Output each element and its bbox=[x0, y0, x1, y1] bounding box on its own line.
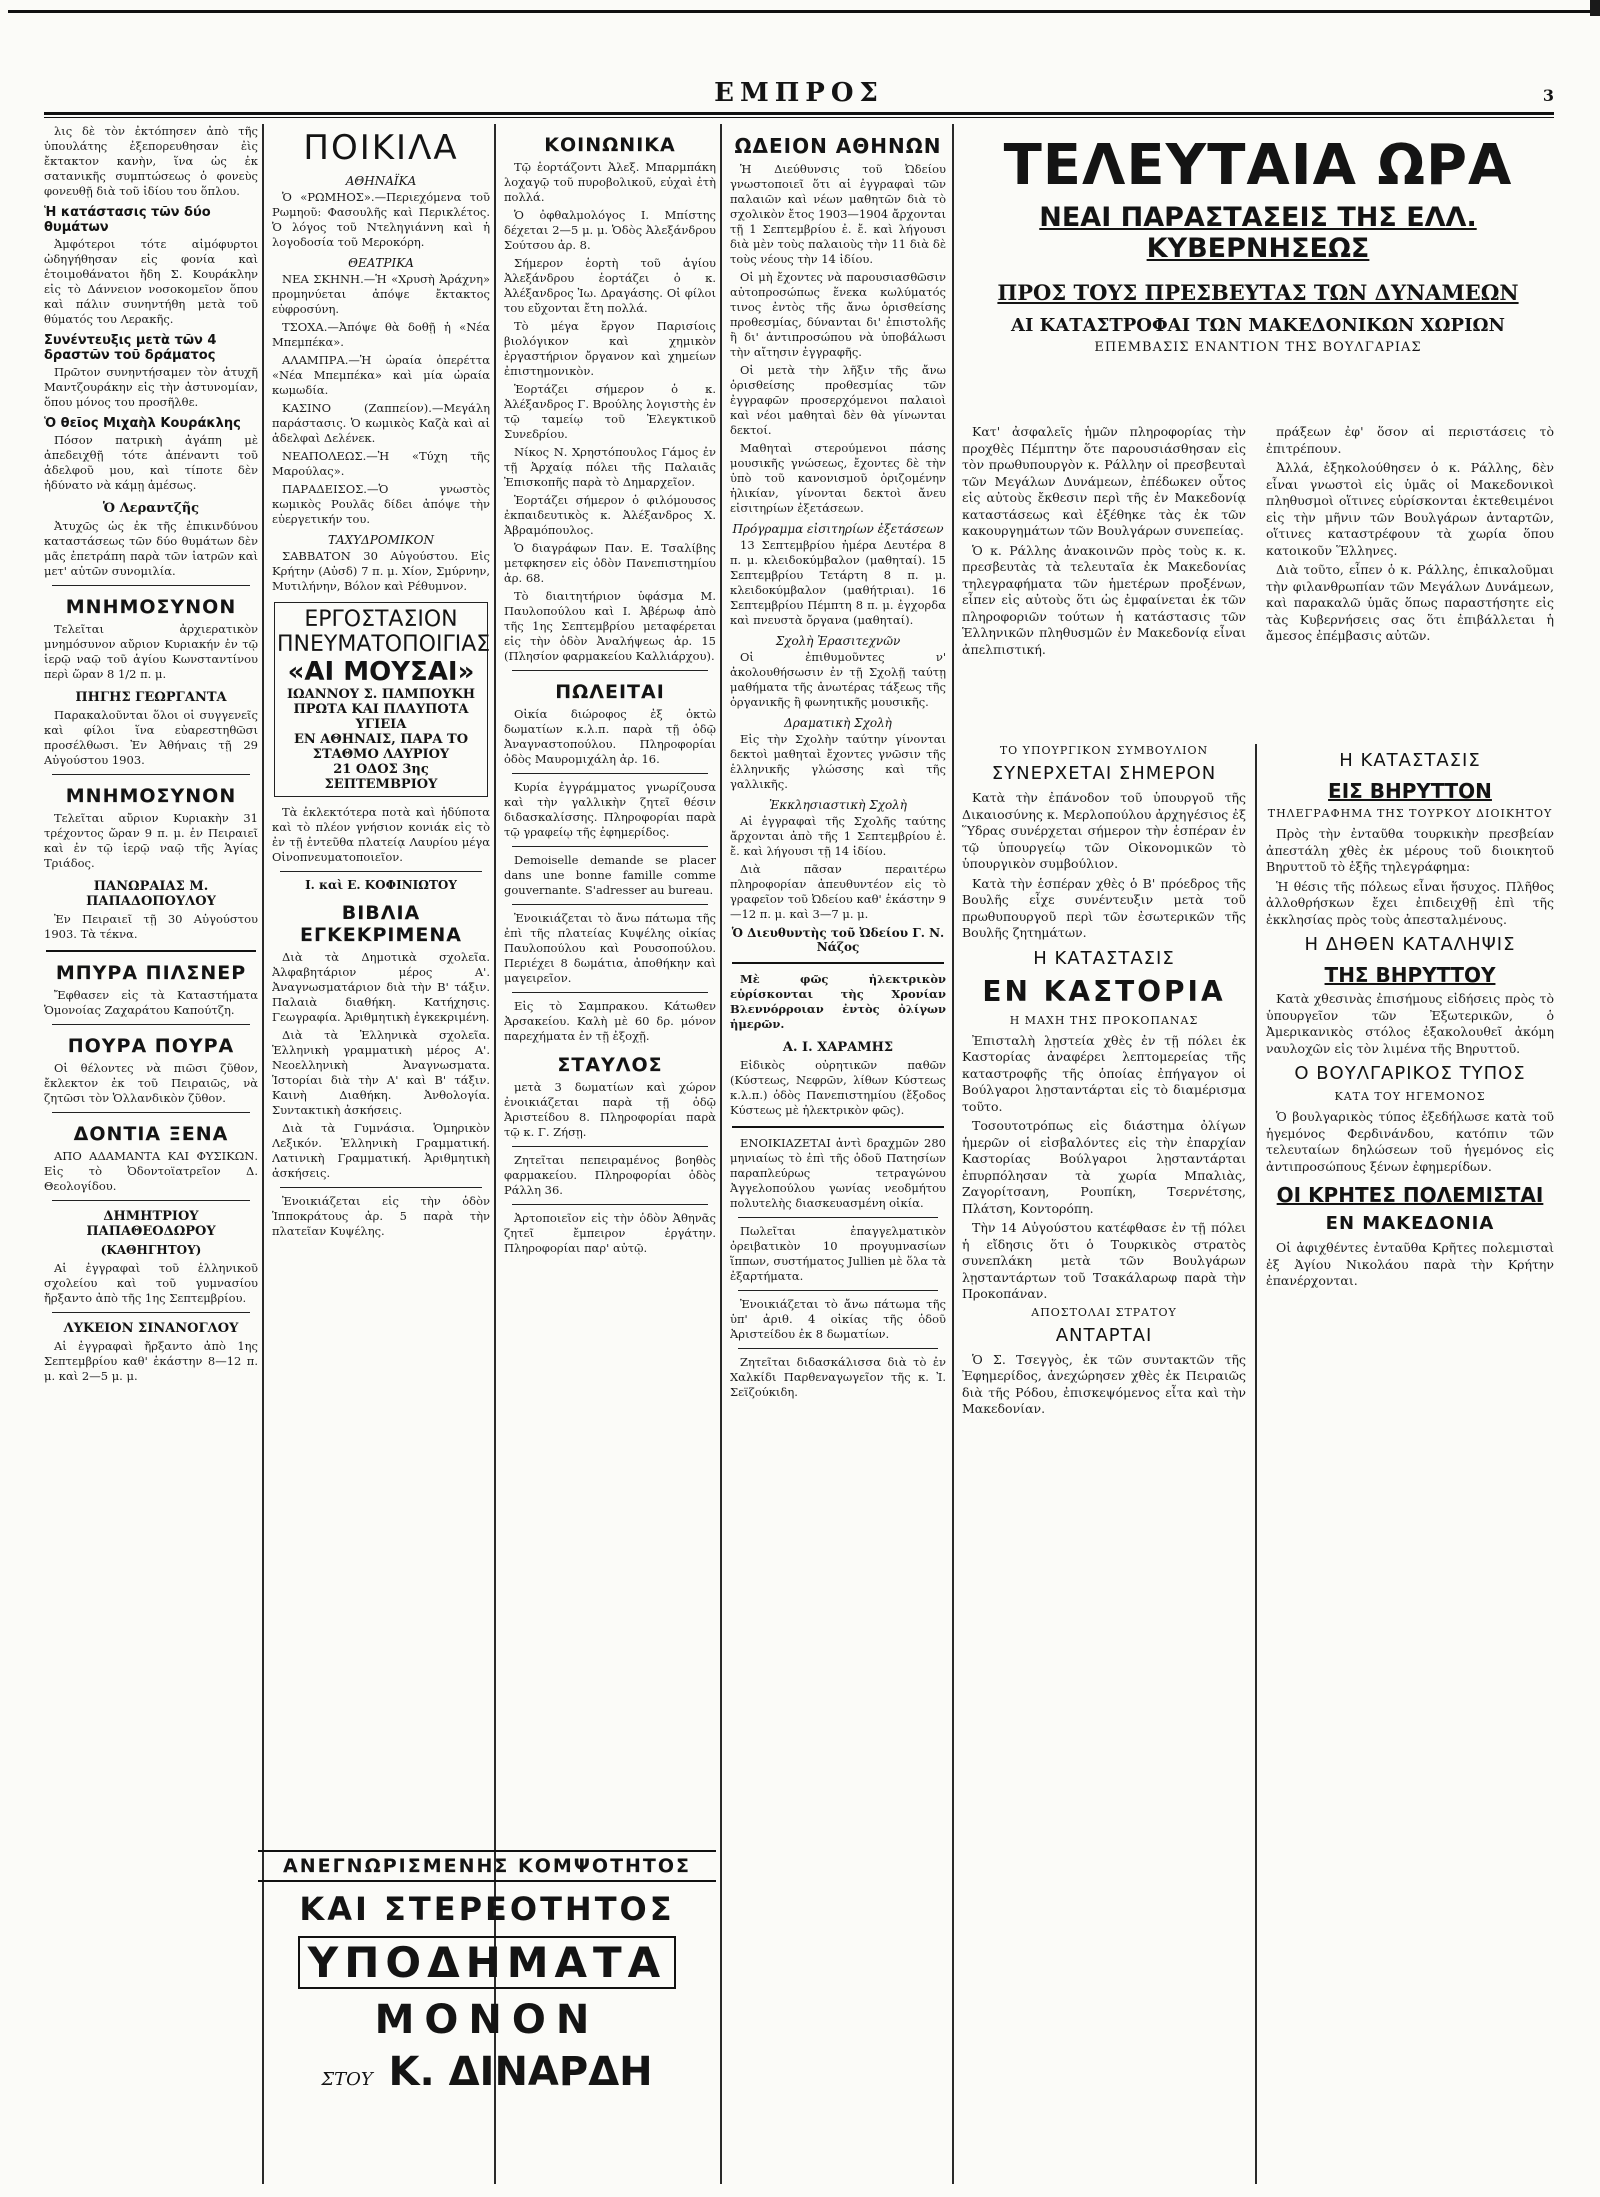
paragraph: Ἐνοικιάζεται εἰς τὴν ὁδὸν Ἱπποκράτους ἀρ. 5 παρὰ τὴν πλατεῖαν Κυψέλης. bbox=[272, 1194, 490, 1238]
headline-deck: ΠΡΟΣ ΤΟΥΣ ΠΡΕΣΒΕΥΤΑΣ ΤΩΝ ΔΥΝΑΜΕΩΝ bbox=[997, 280, 1519, 305]
paragraph: Τελεῖται αὔριον Κυριακὴν 31 τρέχοντος ὥραν 9 π. μ. ἐν Πειραιεῖ καὶ ἐν τῷ ἱερῷ ναῷ τῆς Ἁγίας Τριάδος. bbox=[44, 811, 258, 870]
story-subtitle: ΚΑΤΑ ΤΟΥ ΗΓΕΜΟΝΟΣ bbox=[1334, 1090, 1486, 1103]
section-title: ΠΟΙΚΙΛΑ bbox=[303, 128, 459, 168]
ad-title: ΛΥΚΕΙΟΝ ΣΙΝΑΝΟΓΛΟΥ bbox=[63, 1321, 239, 1336]
paragraph: Ὁ ὀφθαλμολόγος I. Μπίστης δέχεται 2—5 μ. μ. Ὁδὸς Ἀλεξάνδρου Σούτσου ἀρ. 8. bbox=[504, 208, 716, 252]
paragraph: Ζητεῖται διδασκάλισσα διὰ τὸ ἐν Χαλκίδι Παρθεναγωγεῖον τῆς κ. Ἰ. Σεϊζούκιδη. bbox=[730, 1355, 946, 1399]
page-number: 3 bbox=[1542, 86, 1554, 105]
divider bbox=[732, 962, 944, 964]
paragraph: 13 Σεπτεμβρίου ἡμέρα Δευτέρα 8 π. μ. κλειδοκύμβαλον (μαθηταί). 15 Σεπτεμβρίου Τετάρτη 8 π. μ. κλειδοκύμβαλον (μαθήτριαι). 16 Σεπτεμβρίου Πέμπτη 8 π. μ. ἐγχορδα καὶ πνευστὰ ὄργανα (μαθηταί). bbox=[730, 538, 946, 627]
story-title: ΕΝ ΜΑΚΕΔΟΝΙΑ bbox=[1325, 1213, 1495, 1234]
divider bbox=[512, 1204, 708, 1205]
paragraph: ΝΕΑ ΣΚΗΝΗ.—Ἡ «Χρυσὴ Ἀράχνη» προμηνύεται ἀπόψε ἔκτακτος εὐφροσύνη. bbox=[272, 272, 490, 316]
paragraph: Κυρία ἐγγράμματος γνωρίζουσα καὶ τὴν γαλλικὴν ζητεῖ θέσιν διδασκαλίσσης. Πληροφορίαι παρὰ τῷ γραφείῳ τῆς ἐφημερίδος. bbox=[504, 780, 716, 839]
paragraph: Οἱ μετὰ τὴν λῆξιν τῆς ἄνω ὁρισθείσης προθεσμίας τῶν ἐγγραφῶν προσερχόμενοι παλαιοὶ καὶ νέοι μαθηταὶ δὲν θὰ γίνωνται δεκτοί. bbox=[730, 363, 946, 437]
divider bbox=[52, 1024, 250, 1025]
paragraph: Διὰ τὰ Γυμνάσια. Ὁμηρικὸν Λεξικόν. Ἑλληνικὴ Γραμματική. Λατινικὴ Γραμματική. Ἀριθμητικὴ ἀσκήσεις. bbox=[272, 1121, 490, 1180]
paragraph: Πρὸς τὴν ἐνταῦθα τουρκικὴν πρεσβείαν ἀπεστάλη χθὲς ἐκ μέρους τοῦ διοικητοῦ Βηρυττοῦ τὸ ἑξῆς τηλεγράφημα: bbox=[1266, 826, 1554, 874]
divider bbox=[52, 1312, 250, 1313]
story-kicker: Η ΔΗΘΕΝ ΚΑΤΑΛΗΨΙΣ bbox=[1304, 934, 1516, 955]
column-rule bbox=[720, 124, 722, 2184]
paragraph: Εἰς τὴν Σχολὴν ταύτην γίνονται δεκτοὶ μαθηταὶ ἔχοντες γνῶσιν τῆς ἑλληνικῆς γλώσσης καὶ τῆς γαλλικῆς. bbox=[730, 732, 946, 791]
divider bbox=[512, 670, 708, 671]
story-kicker: ΟΙ ΚΡΗΤΕΣ ΠΟΛΕΜΙΣΤΑΙ bbox=[1276, 1183, 1544, 1207]
story-title: ΑΝΤΑΡΤΑΙ bbox=[1055, 1324, 1153, 1346]
ad-line: ΠΡΩΤΑ ΚΑΙ ΠΛΑΥΠΟΤΑ ΥΓΙΕΙΑ bbox=[293, 702, 469, 732]
ad-line: 21 ΟΔΟΣ 3ης ΣΕΠΤΕΜΒΡΙΟΥ bbox=[324, 762, 438, 792]
paragraph: Εἰδικὸς οὐρητικῶν παθῶν (Κύστεως, Νεφρῶν, λίθων Κύστεως κ.λ.π.) ὁδὸς Πανεπιστημίου (ἔξοδος Κύστεως μὲ ἠλεκτρικὸν φῶς). bbox=[730, 1058, 946, 1117]
paragraph: μετὰ 3 δωματίων καὶ χώρον ἐνοικιάζεται παρὰ τῇ ὁδῷ Ἀριστείδου 8. Πληροφορίαι παρὰ τῷ κ. Γ. Ζήσῃ. bbox=[504, 1080, 716, 1139]
paragraph: Ἀτυχῶς ὡς ἐκ τῆς ἐπικινδύνου καταστάσεως τῶν δύο θυμάτων δὲν μᾶς ἐπετράπη παρὰ τῶν ἰατρῶν καὶ μετ' αὐτῶν συνομιλία. bbox=[44, 519, 258, 578]
paragraph: Οἱ μὴ ἔχοντες νὰ παρουσιασθῶσιν αὐτοπροσώπως ἕνεκα κωλύματός τινος ἐντὸς τῆς ἄνω ὁρισθείσης προθεσμίας, δύνανται δι' ἐπιστολῆς ἢ δι' ἀντιπροσώπου νὰ ὑποβάλωσι τὴν αἴτησιν ἐγγραφῆς. bbox=[730, 270, 946, 359]
paragraph: Κατὰ χθεσινὰς ἐπισήμους εἰδήσεις πρὸς τὸ ὑπουργεῖον τῶν Ἐξωτερικῶν, ὁ Ἀμερικανικὸς στόλος ἐξακολουθεῖ ἀκόμη ναυλοχῶν εἰς τὸν λιμένα τῆς Βηρυττοῦ. bbox=[1266, 991, 1554, 1056]
lower-left bbox=[962, 744, 1246, 1421]
notice-title: ΜΝΗΜΟΣΥΝΟΝ bbox=[65, 596, 237, 618]
paragraph: Ἐνοικιάζεται τὸ ἄνω πάτωμα τῆς ὑπ' ἀριθ. 4 οἰκίας τῆς ὁδοῦ Ἀριστείδου ἐκ 8 δωματίων. bbox=[730, 1297, 946, 1341]
paragraph: Παρακαλοῦνται ὅλοι οἱ συγγενεῖς καὶ φίλοι ἵνα εὐαρεστηθῶσι προσέλθωσι. Ἐν Ἀθήναις τῇ 29 Αὐγούστου 1903. bbox=[44, 708, 258, 767]
divider bbox=[512, 846, 708, 847]
subsection-title: ΘΕΑΤΡΙΚΑ bbox=[348, 256, 414, 270]
divider bbox=[512, 1146, 708, 1147]
banner-prefix: ΣΤΟΥ bbox=[321, 2069, 373, 2090]
divider bbox=[280, 1187, 482, 1188]
ad-title: Α. Ι. ΧΑΡΑΜΗΣ bbox=[782, 1040, 894, 1055]
divider bbox=[52, 1200, 250, 1201]
story-kicker: ΑΠΟΣΤΟΛΑΙ ΣΤΡΑΤΟΥ bbox=[1031, 1305, 1177, 1319]
paragraph: Ὁ Σ. Τσεγγὸς, ἐκ τῶν συντακτῶν τῆς Ἐφημερίδος, ἀνεχώρησεν χθὲς ἐκ Πειραιῶς διὰ τῆς Ρόδου, ἐπισκεψόμενος εἶτα καὶ τὴν Μακεδονίαν. bbox=[962, 1351, 1246, 1416]
section-title: ΚΟΙΝΩΝΙΚΑ bbox=[544, 134, 676, 156]
paragraph: Τοσουτοτρόπως εἰς διάστημα ὀλίγων ἡμερῶν οἱ εἰσβαλόντες εἰς τὴν ἐπαρχίαν Καστορίας Βούλγαροι λῃσταντάρται ἐπυρπόλησαν τὰ χωρία Μπαλιὰς, Ζαγορίτσανη, Ρουπίκη, Τσερνέτσης, Πλάτση, Κοντορόπη. bbox=[962, 1118, 1246, 1216]
paragraph: ΚΑΣΙΝΟ (Ζαππείον).—Μεγάλη παράστασις. Ὁ κωμικὸς Καζὰ καὶ αἱ ἀδελφαὶ Δελένεκ. bbox=[272, 401, 490, 445]
column-rule bbox=[952, 124, 954, 2184]
paragraph: Πωλεῖται ἐπαγγελματικὸν ὀρειβατικὸν 10 προγυμνασίων ἵππων, συστήματος Jullien μὲ ὅλα τὰ ἐξαρτήματα. bbox=[730, 1224, 946, 1283]
divider bbox=[738, 1348, 938, 1349]
banner-line: ΚΑΙ ΣΤΕΡΕΟΤΗΤΟΣ bbox=[299, 1890, 675, 1928]
paragraph: ΝΕΑΠΟΛΕΩΣ.—Ἡ «Τύχη τῆς Μαρούλας». bbox=[272, 449, 490, 478]
page-edge bbox=[1590, 0, 1600, 16]
paragraph: Ὁ κ. Ράλλης ἀνακοινῶν πρὸς τοὺς κ. κ. πρεσβευτὰς τὰ τελευταῖα ἐκ Μακεδονίας τηλεγραφήματα τῶν ἡμετέρων προξένων, εἶπεν εἰς αὐτοὺς ὅτι ὡς ἐμφαίνεται ἐκ τῶν πληροφοριῶν τούτων ἡ κατάστασις τῶν Ἑλληνικῶν πληθυσμῶν ἐν Μακεδονίᾳ εἶναι ἀπελπιστική. bbox=[962, 542, 1246, 657]
divider bbox=[512, 773, 708, 774]
story-subtitle: ΤΗΛΕΓΡΑΦΗΜΑ ΤΗΣ ΤΟΥΡΚΟΥ ΔΙΟΙΚΗΤΟΥ bbox=[1267, 807, 1553, 820]
divider bbox=[738, 1217, 938, 1218]
paragraph: Διὰ τὰ Ἑλληνικὰ σχολεῖα. Ἑλληνικὴ γραμματικὴ μέρος Α'. Νεοελληνικὴ Ἀναγνωσματα. Ἱστορίαι διὰ τὴν Α' καὶ Β' τάξιν. Καινὴ Διαθήκη. Ἀνθολογία. Συντακτικὴ ἀσκήσεις. bbox=[272, 1028, 490, 1117]
paragraph: ΠΑΡΑΔΕΙΣΟΣ.—Ὁ γνωστὸς κωμικὸς Ρουλᾶς δίδει ἀπόψε τὴν εὐεργετικήν του. bbox=[272, 482, 490, 526]
section-heading: Ὁ θεῖος Μιχαὴλ Κουράκλης bbox=[44, 416, 241, 431]
paragraph: Τὸ μέγα ἔργον Παρισίοις βιολόγικον καὶ χημικὸν ἐργαστήριον ὄργανον καὶ χημείων ἐπιστημονικὸν. bbox=[504, 319, 716, 378]
paragraph: Ἐν Πειραιεῖ τῇ 30 Αὐγούστου 1903. Τὰ τέκνα. bbox=[44, 912, 258, 941]
page-header bbox=[44, 70, 1554, 120]
paragraph: Ἀλλά, ἐξηκολούθησεν ὁ κ. Ράλλης, δὲν εἶναι γνωστοὶ εἰς ὑμᾶς οἱ Μακεδονικοὶ πληθυσμοὶ οἵτινες εὑρίσκονται ἐκτεθειμένοι εἰς τὴν μῆνιν τῶν Βουλγάρων ἀνταρτῶν, οἵτινες καταστρέφουν τὰ χωρία ὅπου κατοικοῦν Ἕλληνες. bbox=[1266, 460, 1554, 558]
paragraph: Ἀρτοποιεῖον εἰς τὴν ὁδὸν Ἀθηνᾶς ζητεῖ ἔμπειρον ἐργάτην. Πληροφορίαι παρ' αὐτῷ. bbox=[504, 1211, 716, 1255]
paragraph: Τῷ ἑορτάζοντι Ἀλεξ. Μπαρμπάκη λοχαγῷ τοῦ πυροβολικοῦ, εὐχαὶ ἐτὴ πολλά. bbox=[504, 160, 716, 204]
column-latest-news bbox=[962, 124, 1554, 2184]
divider bbox=[738, 1290, 938, 1291]
paragraph: Αἱ ἐγγραφαὶ τῆς Σχολῆς ταύτης ἄρχονται ἀπὸ τῆς 1 Σεπτεμβρίου ἐ. ἔ. καὶ λήγουσι τῇ 14 ἰδίου. bbox=[730, 814, 946, 858]
subsection-title: ΑΘΗΝΑΪΚΑ bbox=[345, 174, 417, 188]
paragraph: Ὁ διαγράφων Παν. Ε. Τσαλίβης μετφκησεν εἰς ὀδὸν Πανεπιστημίου ἀρ. 68. bbox=[504, 541, 716, 585]
paragraph: Ζητεῖται πεπειραμένος βοηθὸς φαρμακείου. Πληροφορίαι ὁδὸς Ράλλη 36. bbox=[504, 1153, 716, 1197]
divider bbox=[732, 1126, 944, 1128]
ad-line: ΕΝ ΑΘΗΝΑΙΣ, ΠΑΡΑ ΤΟ ΣΤΑΘΜΟ ΛΑΥΡΙΟΥ bbox=[293, 732, 469, 762]
paragraph: Τελεῖται ἀρχιερατικὸν μνημόσυνον αὔριον Κυριακήν ἐν τῷ ἱερῷ ναῷ τοῦ ἁγίου Κωνσταντίνου περὶ ὥραν 8 1/2 π. μ. bbox=[44, 622, 258, 681]
divider bbox=[52, 1112, 250, 1113]
paragraph: Νίκος Ν. Χρηστόπουλος Γάμος ἐν τῇ Ἀρχαίᾳ πόλει τῆς Παλαιᾶς Ἐπισκοπῆς παρὰ τὸ Δημαρχεῖον. bbox=[504, 445, 716, 489]
paragraph: Σήμερον ἑορτὴ τοῦ ἁγίου Ἀλεξάνδρου ἑορτάζει ὁ κ. Ἀλέξανδρος Ἰω. Δραγάσης. Οἱ φίλοι του εὔχονται ἔτη πολλά. bbox=[504, 256, 716, 315]
ad-line: ΠΝΕΥΜΑΤΟΠΟΙΓΙΑΣ bbox=[277, 632, 490, 657]
ad-title: ΠΩΛΕΙΤΑΙ bbox=[555, 681, 665, 703]
paragraph: ΑΠΟ ΑΔΑΜΑΝΤΑ ΚΑΙ ΦΥΣΙΚΩΝ. Εἰς τὸ Ὀδοντοϊατρεῖον Δ. Θεολογίδου. bbox=[44, 1149, 258, 1193]
ad-title: ΔΟΝΤΙΑ ΞΕΝΑ bbox=[73, 1123, 229, 1145]
publisher-name: I. καὶ Ε. ΚΟΦΙΝΙΩΤΟΥ bbox=[305, 878, 457, 892]
paragraph: Οἱ ἐπιθυμοῦντες ν' ἀκολουθήσωσιν ἐν τῇ Σχολῇ ταύτῃ μαθήματα τῆς ἀνωτέρας τάξεως τῆς ὀργανικῆς ἢ φωνητικῆς μουσικῆς. bbox=[730, 650, 946, 709]
ad-line: ΙΩΑΝΝΟΥ Σ. ΠΑΜΠΟΥΚΗ bbox=[286, 687, 476, 702]
story-subtitle: Η ΜΑΧΗ ΤΗΣ ΠΡΟΚΟΠΑΝΑΣ bbox=[1009, 1013, 1199, 1027]
header-rule-thin bbox=[44, 117, 1554, 118]
paragraph: ΣΑΒΒΑΤΟΝ 30 Αὐγούστου. Εἰς Κρήτην (Αὐσδ) 7 π. μ. Χίον, Σμύρνην, Μυτιλήνην, Βόλον καὶ Ρέθυμνον. bbox=[272, 549, 490, 593]
section-heading: Ἡ κατάστασις τῶν δύο θυμάτων bbox=[44, 205, 211, 235]
column-1 bbox=[44, 124, 258, 2184]
banner-line bbox=[258, 2049, 716, 2095]
divider bbox=[52, 585, 250, 586]
story-kicker: Ο ΒΟΥΛΓΑΡΙΚΟΣ ΤΥΠΟΣ bbox=[1294, 1063, 1526, 1084]
divider bbox=[52, 774, 250, 775]
notice-name: ΠΗΓΗΣ ΓΕΩΡΓΑΝΤΑ bbox=[75, 690, 227, 705]
paragraph: ΕΝΟΙΚΙΑΖΕΤΑΙ ἀντὶ δραχμῶν 280 μηνιαίως τὸ ἐπὶ τῆς ὁδοῦ Πατησίων παραπλεύρως τετραγώνου Ἀγγελοπούλου γωνίας νεοδμήτου πολυτελὴς διασκευασμένη οἰκία. bbox=[730, 1136, 946, 1210]
lead-right bbox=[1266, 424, 1554, 648]
story-title: ΕΝ ΚΑΣΤΟΡΙΑ bbox=[982, 974, 1226, 1008]
story-title: ΕΙΣ ΒΗΡΥΤΤΟΝ bbox=[1328, 779, 1492, 803]
paragraph: Ἔφθασεν εἰς τὰ Καταστήματα Ὁμονοίας Ζαχαράτου Καπούτζη. bbox=[44, 988, 258, 1017]
paragraph: Ἡ θέσις τῆς πόλεως εἶναι ἥσυχος. Πλῆθος ἀλλοθρήσκων ἔχει ἐπιδειχθῇ ἐπὶ τῆς ἐκκλησίας πρὸς τοὺς ἀπεσταλμένους. bbox=[1266, 878, 1554, 927]
section-heading: Συνέντευξις μετὰ τῶν 4 δραστῶν τοῦ δράματος bbox=[44, 333, 217, 363]
paragraph: Κατ' ἀσφαλεῖς ἡμῶν πληροφορίας τὴν προχθὲς Πέμπτην ὅτε παρουσιάσθησαν εἰς τὸν πρωθυπουργὸν κ. Ράλλην οἱ πρεσβευταὶ τῶν Μεγάλων Δυνάμεων, ἐπέδωκεν οὗτος εἰς αὐτοὺς ἔκθεσιν περὶ τῆς ἐν Μακεδονίᾳ καταστάσεως καὶ ἐξέθηκε τὰς ἐκ τῶν κακουργημάτων τῶν Βουλγάρων συνεπείας. bbox=[962, 424, 1246, 538]
paragraph: Διὰ τὰ Δημοτικὰ σχολεῖα. Ἀλφαβητάριον μέρος Α'. Ἀναγνωσματάριον διὰ τὴν Β' τάξιν. Παλαιὰ διαθήκη. Κατήχησις. Γεωγραφία. Ἀριθμητικὴ ἐγκεκριμένη. bbox=[272, 950, 490, 1024]
top-rule bbox=[8, 10, 1600, 13]
headline-deck: ΕΠΕΜΒΑΣΙΣ ΕΝΑΝΤΙΟΝ ΤΗΣ ΒΟΥΛΓΑΡΙΑΣ bbox=[1094, 340, 1422, 355]
ad-subtitle: (ΚΑΘΗΓΗΤΟΥ) bbox=[100, 1243, 202, 1257]
column-4 bbox=[730, 124, 946, 2184]
paragraph: Τὴν 14 Αὐγούστου κατέφθασε ἐν τῇ πόλει ἡ εἴδησις ὅτι ὁ Τουρκικὸς στρατὸς συνεπλάκη μετὰ τῶν Βουλγάρων λῃσταντάρτων τοῦ Τσακάλαρωφ παρὰ τὴν Προκοπάναν. bbox=[962, 1220, 1246, 1301]
banner-line: ΑΝΕΓΝΩΡΙΣΜΕΝΗΣ ΚΟΜΨΟΤΗΤΟΣ bbox=[258, 1850, 716, 1882]
paragraph: Ἐνοικιάζεται τὸ ἄνω πάτωμα τῆς ἐπὶ τῆς πλατείας Κυψέλης οἰκίας Παυλοπούλου καὶ Ρουσοπούλου. Περιέχει 8 δωμάτια, ἀποθήκην καὶ μαγειρεῖον. bbox=[504, 911, 716, 985]
notice-title: ΜΝΗΜΟΣΥΝΟΝ bbox=[65, 785, 237, 807]
distillery-ad bbox=[274, 602, 488, 797]
headline-sub: ΝΕΑΙ ΠΑΡΑΣΤΑΣΕΙΣ ΤΗΣ ΕΛΛ. ΚΥΒΕΡΝΗΣΕΩΣ bbox=[1039, 202, 1477, 264]
paragraph: Πόσον πατρικὴ ἀγάπη μὲ ἀπεδειχθῇ τότε ἀπέναντι τοῦ ἀδελφοῦ μου, καὶ τίποτε δὲν ἠδύνατο νὰ κάμῃ ἀμέσως. bbox=[44, 433, 258, 492]
ad-title: ΜΠΥΡΑ ΠΙΛΣΝΕΡ bbox=[55, 962, 247, 984]
ad-title: ΔΗΜΗΤΡΙΟΥ ΠΑΠΑΘΕΟΔΩΡΟΥ bbox=[86, 1209, 216, 1239]
subsection-title: ΤΑΧΥΔΡΟΜΙΚΟΝ bbox=[327, 533, 435, 547]
divider bbox=[280, 871, 482, 872]
lead-left bbox=[962, 424, 1246, 661]
signature: Ὁ Διευθυντὴς τοῦ Ὠδείου Γ. Ν. Νάζος bbox=[731, 926, 945, 954]
header-rule bbox=[44, 112, 1554, 115]
paragraph: Ἀμφότεροι τότε αἱμόφυρτοι ὠδηγήθησαν εἰς φονία καὶ ἑτοιμοθάνατοι ἤδη Σ. Κουράκλην εἰς τὸ Δάννειον νοσοκομεῖον ὅπου καὶ πάλιν συνηντήθη μετὰ τοῦ θύματός του Λερακῆς. bbox=[44, 237, 258, 326]
paragraph: Αἱ ἐγγραφαὶ τοῦ ἑλληνικοῦ σχολείου καὶ τοῦ γυμνασίου ἤρξαντο ἀπὸ τῆς 1ης Σεπτεμβρίου. bbox=[44, 1261, 258, 1305]
headline: ΤΕΛΕΥΤΑΙΑ ΩΡΑ bbox=[1003, 133, 1513, 198]
masthead: ΕΜΠΡΟΣ bbox=[714, 78, 884, 108]
lower-right bbox=[1266, 744, 1554, 1293]
paragraph: Ἑορτάζει σήμερον ὁ κ. Ἀλέξανδρος Γ. Βρούλης λογιστὴς ἐν τῷ ταμείῳ τοῦ Ἐλεγκτικοῦ Συνεδρίου. bbox=[504, 382, 716, 441]
shoe-ad-banner bbox=[258, 1850, 716, 2190]
column-rule bbox=[1255, 744, 1257, 2184]
banner-line: ΥΠΟΔΗΜΑΤΑ bbox=[298, 1936, 676, 1989]
paragraph: Ἡ Διεύθυνσις τοῦ Ὠδείου γνωστοποιεῖ ὅτι αἱ ἐγγραφαὶ τῶν παλαιῶν καὶ νέων μαθητῶν διὰ τὸ σχολικὸν ἔτος 1903—1904 ἄρχονται τῇ 1 Σεπτεμβρίου ἐ. ἔ. καὶ λήγουσι διὰ μὲν τοὺς παλαιοὺς τὴν 11 διὰ δὲ τοὺς νέους τὴν 14 ἰδίου. bbox=[730, 162, 946, 266]
subsection-title: Ἐκκλησιαστικὴ Σχολὴ bbox=[769, 798, 907, 812]
paragraph: Διὰ πᾶσαν περαιτέρω πληροφορίαν ἀπευθυντέον εἰς τὸ γραφεῖον τοῦ Ὠδείου καθ' ἑκάστην 9—12 π. μ. καὶ 3—7 μ. μ. bbox=[730, 862, 946, 921]
headline-deck: ΑΙ ΚΑΤΑΣΤΡΟΦΑΙ ΤΩΝ ΜΑΚΕΔΟΝΙΚΩΝ ΧΩΡΙΩΝ bbox=[1010, 315, 1505, 336]
ad-line: ΕΡΓΟΣΤΑΣΙΟΝ bbox=[304, 607, 458, 632]
section-title: ΩΔΕΙΟΝ ΑΘΗΝΩΝ bbox=[734, 134, 942, 158]
ad-title: ΒΙΒΛΙΑ ΕΓΚΕΚΡΙΜΕΝΑ bbox=[300, 902, 462, 946]
subsection-title: Σχολὴ Ἐρασιτεχνῶν bbox=[775, 634, 901, 648]
section-heading: Ὁ Λεραντζῆς bbox=[102, 501, 200, 516]
subsection-title: Δραματικὴ Σχολὴ bbox=[784, 716, 892, 730]
paragraph: Κατὰ τὴν ἑσπέραν χθὲς ὁ Β' πρόεδρος τῆς Βουλῆς εἶχε συνέντευξιν μετὰ τοῦ πρωθυπουργοῦ περὶ τῶν ἐσωτερικῶν τῆς Βουλῆς ζητημάτων. bbox=[962, 875, 1246, 940]
top-edge bbox=[0, 0, 1600, 16]
paragraph: Τὸ διαιτητήριον ὑφάσμα Μ. Παυλοπούλου καὶ I. Ἀβέρωφ ἀπὸ τῆς 1ης Σεπτεμβρίου μεταφέρεται εἰς τὴν ὁδὸν Ἀναλήψεως ἀρ. 15 (Πλησίον φαρμακείου Καλλιάρχου). bbox=[504, 589, 716, 663]
story-kicker: ΤΟ ΥΠΟΥΡΓΙΚΟΝ ΣΥΜΒΟΥΛΙΟΝ bbox=[999, 744, 1209, 757]
story-kicker: Η ΚΑΤΑΣΤΑΣΙΣ bbox=[1339, 750, 1481, 771]
paragraph: Οἰκία διώροφος ἐξ ὀκτὼ δωματίων κ.λ.π. παρὰ τῇ ὁδῷ Ἀναγναστοπούλου. Πληροφορίαι ὁδὸς Μαυρομιχάλη ἀρ. 16. bbox=[504, 707, 716, 766]
banner-line: ΜΟΝΟΝ bbox=[374, 1997, 600, 2043]
ad-title: ΠΟΥΡΑ ΠΟΥΡΑ bbox=[67, 1035, 235, 1057]
divider bbox=[512, 992, 708, 993]
ad-line: «ΑΙ ΜΟΥΣΑΙ» bbox=[287, 657, 475, 687]
story-title: ΤΗΣ ΒΗΡΥΤΤΟΥ bbox=[1324, 963, 1496, 987]
paragraph: Ὁ βουλγαρικὸς τύπος ἐξεδήλωσε κατὰ τοῦ ἡγεμόνος Φερδινάνδου, κατόπιν τῶν τελευταίων δηλώσεων τοῦ ἡγεμόνος εἰς ἀντιπροσώπους ξένων ἐφημερίδων. bbox=[1266, 1109, 1554, 1174]
paragraph: πράξεων ἐφ' ὅσον αἱ περιστάσεις τὸ ἐπιτρέπουν. bbox=[1266, 424, 1554, 456]
paragraph: Μὲ φῶς ἠλεκτρικὸν εὑρίσκονται τὴς Χρονίαν Βλεννόρροιαν ἐντὸς ὀλίγων ἡμερῶν. bbox=[730, 972, 946, 1031]
paragraph: λις δὲ τὸν ἐκτόπησεν ἀπὸ τῆς ὑπουλάτης ἐξεπορευθησαν ἐὶς ἔκτακτον κανὴν, ἵνα ὡς ἐκ σατανικῆς συμπτώσεως ὁ φονεὺς φονευθῇ διὰ τοῦ ἰδίου του ὅπλου. bbox=[44, 124, 258, 198]
paragraph: Κατὰ τὴν ἐπάνοδον τοῦ ὑπουργοῦ τῆς Δικαιοσύνης κ. Μερλοπούλου ἀρχηγέσιος ἐξ Ὕδρας συνέρχεται σήμερον τὴν ἑσπέραν ἐν τῷ ὑπουργείῳ τῶν Οἰκονομικῶν τὸ ὑπουργικὸν συμβούλιον. bbox=[962, 790, 1246, 871]
paragraph: Πρῶτον συνηντήσαμεν τὸν ἀτυχῆ Μαντζουράκην εἰς τὴν ἀστυνομίαν, ὅπου μόνος του προσῆλθε. bbox=[44, 365, 258, 409]
paragraph: Μαθηταὶ στερούμενοι πάσης μουσικῆς γνώσεως, ἔχοντες δὲ τὴν ὑπὸ τοῦ κανονισμοῦ ὀριζομένην ἡλικίαν, γίνονται δεκτοὶ ἄνευ εἰσιτηρίων ἐξετάσεων. bbox=[730, 441, 946, 515]
ad-title: ΣΤΑΥΛΟΣ bbox=[557, 1054, 663, 1076]
paragraph: Οἱ θέλοντες νὰ πιῶσι ζῦθον, ἔκλεκτον ἐκ τοῦ Πειραιῶς, νὰ ζητῶσι τὸν Ὁλλανδικὸν ζῦθον. bbox=[44, 1061, 258, 1105]
banner-merchant: Κ. ΔΙΝΑΡΔΗ bbox=[388, 2049, 653, 2095]
paragraph: Τὰ ἐκλεκτότερα ποτὰ καὶ ἡδύποτα καὶ τὸ πλέον γνήσιον κονιάκ εἰς τὸ ἐν τῇ ἐντεῦθα πλατείᾳ Λαυρίου μέγα Οἰνοπνευματοποιεῖον. bbox=[272, 805, 490, 864]
paragraph: Διὰ τοῦτο, εἶπεν ὁ κ. Ράλλης, ἐπικαλοῦμαι τὴν φιλανθρωπίαν τῶν Μεγάλων Δυνάμεων, καὶ παρακαλῶ ὑμᾶς ὅπως παραστήσητε εἰς τὰς Κυβερνήσεις σας ὅτι ἐπιβάλλεται ἡ ἄμεσος ἐπέμβασις αὐτῶν. bbox=[1266, 562, 1554, 643]
paragraph: Demoiselle demande se placer dans une bonne famille comme gouvernante. S'adresser au bureau. bbox=[504, 853, 716, 897]
paragraph: Ἑορτάζει σήμερον ὁ φιλόμουσος ἐκπαιδευτικὸς κ. Ἀλέξανδρος Χ. Ἀβραμόπουλος. bbox=[504, 493, 716, 537]
paragraph: ΑΛΑΜΠΡΑ.—Ἡ ὡραία ὀπερέττα «Νέα Μπεμπέκα» καὶ μία ὡραία κωμωδία. bbox=[272, 353, 490, 397]
divider bbox=[46, 950, 256, 952]
notice-name: ΠΑΝΩΡΑΙΑΣ Μ. ΠΑΠΑΔΟΠΟΥΛΟΥ bbox=[86, 879, 216, 909]
paragraph: ΤΣΟΧΑ.—Ἀπόψε θὰ δοθῇ ἡ «Νέα Μπεμπέκα». bbox=[272, 320, 490, 349]
story-title: ΣΥΝΕΡΧΕΤΑΙ ΣΗΜΕΡΟΝ bbox=[991, 763, 1217, 784]
story-kicker: Η ΚΑΤΑΣΤΑΣΙΣ bbox=[1033, 947, 1175, 969]
divider bbox=[512, 904, 708, 905]
subsection-title: Πρόγραμμα εἰσιτηρίων ἐξετάσεων bbox=[732, 522, 944, 536]
paragraph: Ὁ «ΡΩΜΗΟΣ».—Περιεχόμενα τοῦ Ρωμηοῦ: Φασουλῆς καὶ Περικλέτος. Ὁ λόγος τοῦ Ντεληγιάννη καὶ ἡ λογοδοσία τοῦ Μεροκόρη. bbox=[272, 190, 490, 249]
paragraph: Ἐπισταλὴ λῃστεία χθὲς ἐν τῇ πόλει ἐκ Καστορίας ἀναφέρει λεπτομερείας τῆς καταστροφῆς τῆς ὁποίας ἐπήγαγον οἱ Βούλγαροι λῃσταντάρται εἰς τὸ διαμέρισμα τοῦτο. bbox=[962, 1032, 1246, 1114]
paragraph: Αἱ ἐγγραφαὶ ἤρξαντο ἀπὸ 1ης Σεπτεμβρίου καθ' ἑκάστην 8—12 π. μ. καὶ 2—5 μ. μ. bbox=[44, 1339, 258, 1383]
paragraph: Εἰς τὸ Σαμπρακου. Κάτωθεν Ἀρσακείου. Καλὴ μὲ 60 δρ. μόνον παρεχήματα ἐν τῇ ἐξοχῇ. bbox=[504, 999, 716, 1043]
paragraph: Οἱ ἀφιχθέντες ἐνταῦθα Κρῆτες πολεμισταὶ ἐξ Ἀγίου Νικολάου παρὰ τὴν Κρήτην ἐπανέρχονται. bbox=[1266, 1240, 1554, 1288]
